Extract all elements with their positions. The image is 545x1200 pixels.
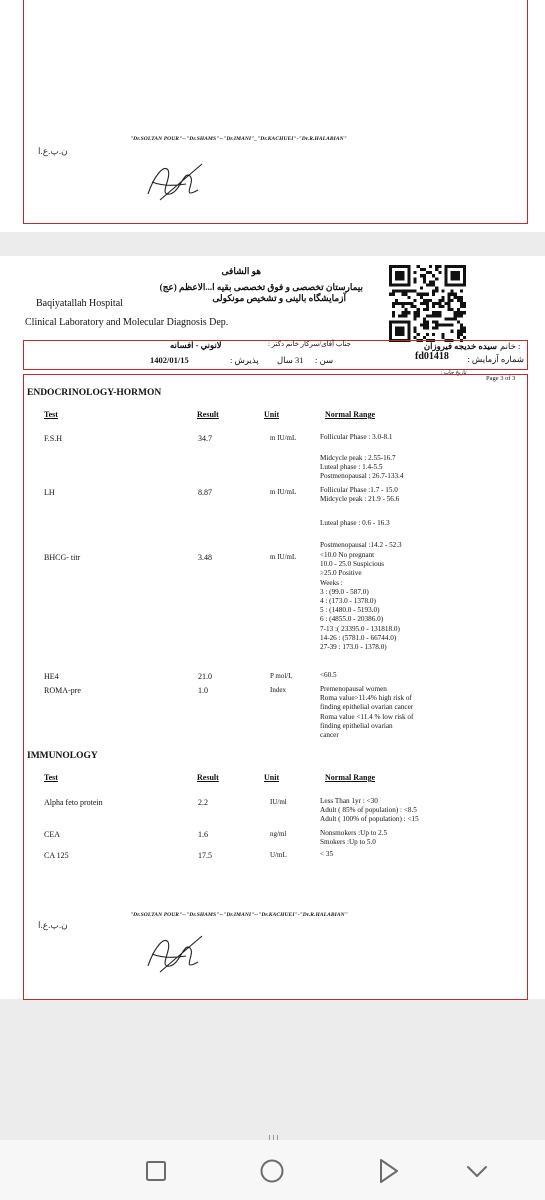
test-unit: P mol/L [270, 672, 293, 680]
test-name: CA 125 [44, 851, 69, 860]
test-unit: m IU/mL [270, 553, 297, 561]
print-date-label: تاریخ چاپ : [441, 370, 467, 376]
test-normal-range: <10.0 No pregnant 10.0 - 25.0 Suspicious >25.0 Positive Weeks : 3 : (99.0 - 587.0) 4 : (173.0 - 1378.0) 5 : (1480.0 - 5193.0) 6 : (4855.0 - 20386.0) 7-13 :( 23395.0 - 131818.0) 14-26 : (5781.0 - 66744.0) 27-39 : 173.0 - 1378.0) [320, 551, 400, 652]
collapse-icon[interactable] [460, 1154, 494, 1188]
qr-code-icon [389, 265, 466, 342]
column-unit: Unit [264, 410, 280, 419]
stamp-code: ن.پ.ع.ا [38, 146, 68, 156]
test-name: ROMA-pre [44, 686, 81, 695]
test-result: 3.48 [198, 553, 212, 562]
test-unit: IU/ml [270, 798, 287, 806]
test-normal-range: Midcycle peak : 2.55-16.7 Luteal phase : 1.4-5.5 Postmenopausal : 26.7-133.4 [320, 454, 404, 481]
test-normal-range: < 35 [320, 850, 334, 858]
patient-name: سیده خدیجه فیروزان [423, 341, 497, 351]
test-unit: m IU/mL [270, 488, 297, 496]
home-icon[interactable] [255, 1154, 289, 1188]
doctors-line: "Dr.SOLTAN POUR"--"Dr.SHAMS"--"Dr.IMANI"--"Dr.KACHUEI"-"Dr.R.HALABIAN" [130, 912, 348, 918]
test-normal-range: Nonsmokers :Up to 2.5 Smokers :Up to 5.0 [320, 829, 388, 847]
test-normal-range: Less Than 1yr : <30 Adult ( 85% of population) : <8.5 Adult ( 100% of population) : <15 [320, 797, 419, 824]
reception-date: 1402/01/15 [150, 355, 189, 365]
report-border [23, 0, 528, 224]
column-normal-range: Normal Range [325, 773, 375, 782]
column-unit: Unit [264, 773, 280, 782]
column-normal-range: Normal Range [325, 410, 375, 419]
signature-icon [140, 156, 210, 208]
age-label: سن : [315, 355, 334, 365]
test-name: Alpha feto protein [44, 798, 103, 807]
column-test: Test [44, 773, 58, 782]
header-lab-fa: آزمایشگاه بالینی و تشخیص مونکولی [212, 293, 346, 303]
patient-name-label: خانم : [500, 341, 521, 351]
test-result: 34.7 [198, 434, 212, 443]
test-name: HE4 [44, 672, 59, 681]
test-name: BHCG- titr [44, 553, 81, 562]
column-result: Result [197, 773, 219, 782]
test-normal-range: Postmenopausal :14.2 - 52.3 [320, 541, 402, 549]
test-result: 1.0 [198, 686, 208, 695]
back-icon[interactable] [371, 1154, 405, 1188]
column-test: Test [44, 410, 58, 419]
header-hospital-fa: بیمارستان تخصصی و فوق تخصصی بقیه ا...الاعظم (عج) [159, 282, 363, 292]
age-value: 31 سال [277, 355, 304, 365]
header-motto: هو الشافی [221, 266, 261, 276]
recent-apps-icon[interactable] [139, 1154, 173, 1188]
test-name: CEA [44, 830, 60, 839]
test-unit: Index [270, 686, 286, 694]
test-normal-range: Premenopausal women Roma value>11.4% high risk of finding epithelial ovarian cancer Roma value <11.4 % low risk of finding epithelial ovarian cancer [320, 685, 414, 740]
test-normal-range: Follicular Phase : 3.0-8.1 [320, 433, 393, 441]
test-normal-range: <60.5 [320, 671, 337, 679]
doctor-name: لانوني - افسانه [170, 340, 222, 350]
lab-number: fd01418 [415, 351, 449, 362]
test-unit: ng/ml [270, 830, 287, 838]
test-result: 8.87 [198, 488, 212, 497]
previous-report-page [0, 0, 545, 232]
test-result: 1.6 [198, 830, 208, 839]
header-lab-en: Clinical Laboratory and Molecular Diagnosis Dep. [25, 317, 229, 328]
column-result: Result [197, 410, 219, 419]
header-hospital-en: Baqiyatallah Hospital [36, 298, 123, 309]
lab-number-label: شماره آزمایش : [467, 354, 524, 364]
test-unit: m IU/mL [270, 434, 297, 442]
doctors-line: "Dr.SOLTAN POUR"--"Dr.SHAMS"--"Dr.IMANI"_"Dr.KACHUEI"-"Dr.R.HALABIAN" [130, 136, 347, 142]
test-name: LH [44, 488, 55, 497]
section-endocrinology: ENDOCRINOLOGY-HORMON [27, 388, 162, 398]
test-normal-range: Follicular Phase :1.7 - 15.0 Midcycle peak : 21.9 - 56.6 [320, 486, 400, 504]
reception-label: پذیرش : [230, 355, 259, 365]
page-number: Page 3 of 3 [486, 375, 516, 382]
test-normal-range: Luteal phase : 0.6 - 16.3 [320, 519, 390, 527]
test-name: F.S.H [44, 434, 63, 443]
signature-icon [140, 928, 210, 980]
test-result: 21.0 [198, 672, 212, 681]
test-result: 2.2 [198, 798, 208, 807]
test-unit: U/mL [270, 851, 287, 859]
test-result: 17.5 [198, 851, 212, 860]
doctor-label: جناب آقای/سرکار خانم دکتر : [267, 340, 351, 348]
section-immunology: IMMUNOLOGY [27, 751, 98, 761]
stamp-code: ن.پ.ع.ا [38, 920, 68, 930]
